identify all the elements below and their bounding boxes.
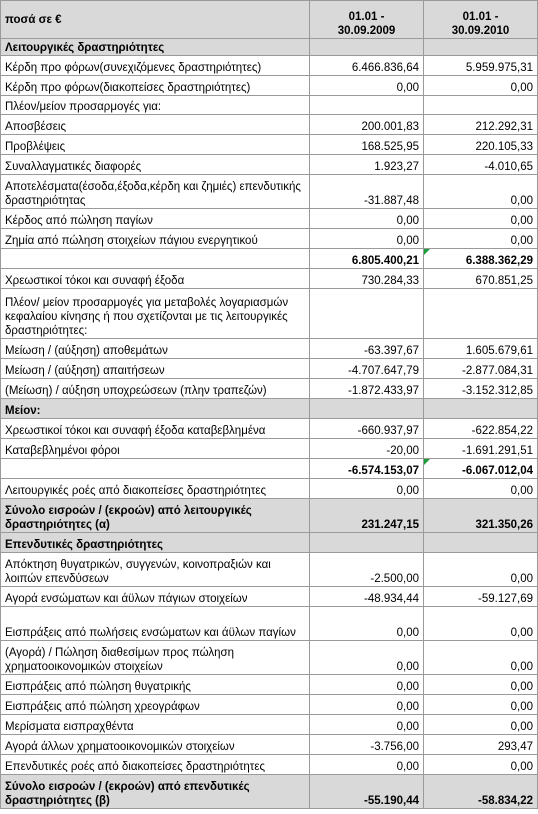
table-row bbox=[1, 115, 538, 135]
row-value-2010: 0,00 bbox=[424, 675, 538, 695]
row-value-2009: -4.707.647,79 bbox=[310, 359, 424, 379]
row-label: Συναλλαγματικές διαφορές bbox=[1, 155, 310, 175]
table-row bbox=[1, 399, 538, 419]
row-value-2010 bbox=[424, 399, 538, 419]
table-row bbox=[1, 339, 538, 359]
row-value-2009: 0,00 bbox=[310, 715, 424, 735]
row-label: Χρεωστικοί τόκοι και συναφή έξοδα bbox=[1, 269, 310, 289]
table-row bbox=[1, 553, 538, 587]
row-value-2010: 0,00 bbox=[424, 755, 538, 775]
table-row bbox=[1, 229, 538, 249]
row-label: (Μείωση) / αύξηση υποχρεώσεων (πλην τραπεζών) bbox=[1, 379, 310, 399]
row-value-2009: 0,00 bbox=[310, 479, 424, 499]
row-label: Μείωση / (αύξηση) αποθεμάτων bbox=[1, 339, 310, 359]
table-row bbox=[1, 359, 538, 379]
header-period-2010-line2: 30.09.2010 bbox=[451, 25, 510, 37]
table-row bbox=[1, 479, 538, 499]
table-row bbox=[1, 56, 538, 76]
table-row bbox=[1, 735, 538, 755]
row-label: Λειτουργικές ροές από διακοπείσες δραστηριότητες bbox=[1, 479, 310, 499]
header-period-2009-line2: 30.09.2009 bbox=[337, 25, 396, 37]
row-value-2010: -622.854,22 bbox=[424, 419, 538, 439]
row-label: Λειτουργικές δραστηριότητες bbox=[1, 39, 310, 56]
header-period-2009 bbox=[310, 1, 424, 39]
row-value-2009 bbox=[310, 289, 424, 339]
row-label: Κέρδη προ φόρων(διακοπείσες δραστηριότητες) bbox=[1, 76, 310, 96]
row-label: Αγορά ενσώματων και άϋλων πάγιων στοιχείων bbox=[1, 587, 310, 607]
row-value-2009 bbox=[310, 533, 424, 553]
table-row bbox=[1, 175, 538, 209]
row-value-2010: 0,00 bbox=[424, 76, 538, 96]
row-label: Επενδυτικές δραστηριότητες bbox=[1, 533, 310, 553]
row-value-2010: -58.834,22 bbox=[424, 775, 538, 809]
row-label: Απόκτηση θυγατρικών, συγγενών, κοινοπραξιών και λοιπών επενδύσεων bbox=[1, 553, 310, 587]
row-value-2009 bbox=[310, 39, 424, 56]
row-value-2010: 212.292,31 bbox=[424, 115, 538, 135]
table-row bbox=[1, 155, 538, 175]
row-value-2010: -4.010,65 bbox=[424, 155, 538, 175]
table-row bbox=[1, 587, 538, 607]
table-row bbox=[1, 533, 538, 553]
row-label: Κέρδη προ φόρων(συνεχιζόμενες δραστηριότητες) bbox=[1, 56, 310, 76]
row-label: Μείωση / (αύξηση) απαιτήσεων bbox=[1, 359, 310, 379]
row-value-2010: -3.152.312,85 bbox=[424, 379, 538, 399]
row-label: Επενδυτικές ροές από διακοπείσες δραστηριότητες bbox=[1, 755, 310, 775]
row-value-2009: -20,00 bbox=[310, 439, 424, 459]
row-value-2009: 6.805.400,21 bbox=[310, 249, 424, 269]
row-value-2009: -48.934,44 bbox=[310, 587, 424, 607]
row-value-2010: 0,00 bbox=[424, 695, 538, 715]
row-value-2010: -2.877.084,31 bbox=[424, 359, 538, 379]
table-row bbox=[1, 96, 538, 115]
row-label: Εισπράξεις από πώληση χρεογράφων bbox=[1, 695, 310, 715]
row-value-2010: 5.959.975,31 bbox=[424, 56, 538, 76]
row-label: (Αγορά) / Πώληση διαθεσίμων προς πώληση χρηματοοικονομικών στοιχείων bbox=[1, 641, 310, 675]
table-row bbox=[1, 209, 538, 229]
row-label: Πλέον/μείον προσαρμογές για: bbox=[1, 96, 310, 115]
table-row bbox=[1, 607, 538, 641]
row-label: Ζημία από πώληση στοιχείων πάγιου ενεργητικού bbox=[1, 229, 310, 249]
row-value-2009: 0,00 bbox=[310, 695, 424, 715]
table-row bbox=[1, 675, 538, 695]
row-value-2009: -6.574.153,07 bbox=[310, 459, 424, 479]
row-value-2009: -63.397,67 bbox=[310, 339, 424, 359]
row-value-2010: 1.605.679,61 bbox=[424, 339, 538, 359]
row-value-2009 bbox=[310, 96, 424, 115]
row-value-2009: -660.937,97 bbox=[310, 419, 424, 439]
row-value-2010: 6.388.362,29 bbox=[424, 249, 538, 269]
row-value-2010: 0,00 bbox=[424, 209, 538, 229]
table-row bbox=[1, 755, 538, 775]
table-row bbox=[1, 715, 538, 735]
row-value-2009: -31.887,48 bbox=[310, 175, 424, 209]
row-value-2009: 0,00 bbox=[310, 675, 424, 695]
row-label: Κέρδος από πώληση παγίων bbox=[1, 209, 310, 229]
row-value-2010: 0,00 bbox=[424, 175, 538, 209]
row-label bbox=[1, 249, 310, 269]
table-row bbox=[1, 641, 538, 675]
row-value-2010: -1.691.291,51 bbox=[424, 439, 538, 459]
row-value-2010: 0,00 bbox=[424, 641, 538, 675]
row-value-2009: -1.872.433,97 bbox=[310, 379, 424, 399]
row-label: Πλέον/ μείον προσαρμογές για μεταβολές λογαριασμών κεφαλαίου κίνησης ή που σχετίζονται με τις λειτουργικές δραστηριότητες: bbox=[1, 289, 310, 339]
table-row bbox=[1, 695, 538, 715]
row-value-2010: 321.350,26 bbox=[424, 499, 538, 533]
row-value-2009 bbox=[310, 399, 424, 419]
table-row bbox=[1, 135, 538, 155]
row-label: Εισπράξεις από πωλήσεις ενσώματων και άϋλων παγίων bbox=[1, 607, 310, 641]
row-label: Προβλέψεις bbox=[1, 135, 310, 155]
table-row bbox=[1, 775, 538, 809]
table-row bbox=[1, 459, 538, 479]
row-value-2009: -55.190,44 bbox=[310, 775, 424, 809]
row-label: Χρεωστικοί τόκοι και συναφή έξοδα καταβεβλημένα bbox=[1, 419, 310, 439]
row-label: Καταβεβλημένοι φόροι bbox=[1, 439, 310, 459]
row-label: Αγορά άλλων χρηματοοικονομικών στοιχείων bbox=[1, 735, 310, 755]
row-value-2009: 168.525,95 bbox=[310, 135, 424, 155]
table-row bbox=[1, 249, 538, 269]
row-value-2009: 0,00 bbox=[310, 209, 424, 229]
row-value-2009: 1.923,27 bbox=[310, 155, 424, 175]
row-value-2009: 0,00 bbox=[310, 755, 424, 775]
row-value-2009: -2.500,00 bbox=[310, 553, 424, 587]
row-value-2010: -59.127,69 bbox=[424, 587, 538, 607]
row-value-2009: 231.247,15 bbox=[310, 499, 424, 533]
table-row bbox=[1, 269, 538, 289]
row-value-2009: 0,00 bbox=[310, 229, 424, 249]
row-value-2009: 730.284,33 bbox=[310, 269, 424, 289]
table-row bbox=[1, 289, 538, 339]
row-value-2010: 670.851,25 bbox=[424, 269, 538, 289]
row-label bbox=[1, 459, 310, 479]
row-value-2010: 0,00 bbox=[424, 715, 538, 735]
row-value-2010 bbox=[424, 39, 538, 56]
row-value-2010: 0,00 bbox=[424, 553, 538, 587]
row-value-2010 bbox=[424, 289, 538, 339]
row-value-2009: -3.756,00 bbox=[310, 735, 424, 755]
table-row bbox=[1, 379, 538, 399]
table-row bbox=[1, 439, 538, 459]
row-label: Εισπράξεις από πώληση θυγατρικής bbox=[1, 675, 310, 695]
row-value-2010: 0,00 bbox=[424, 229, 538, 249]
row-label: Σύνολο εισροών / (εκροών) από επενδυτικές δραστηριότητες (β) bbox=[1, 775, 310, 809]
table-row bbox=[1, 39, 538, 56]
table-row bbox=[1, 76, 538, 96]
row-value-2010: 220.105,33 bbox=[424, 135, 538, 155]
row-value-2010: 0,00 bbox=[424, 607, 538, 641]
row-label: Μείον: bbox=[1, 399, 310, 419]
row-value-2010: 293,47 bbox=[424, 735, 538, 755]
table-row bbox=[1, 499, 538, 533]
row-value-2009: 6.466.836,64 bbox=[310, 56, 424, 76]
row-label: Σύνολο εισροών / (εκροών) από λειτουργικές δραστηριότητες (α) bbox=[1, 499, 310, 533]
row-value-2009: 0,00 bbox=[310, 76, 424, 96]
table-row bbox=[1, 419, 538, 439]
row-value-2010 bbox=[424, 96, 538, 115]
header-period-2009-line1: 01.01 - bbox=[348, 11, 385, 23]
row-value-2010 bbox=[424, 533, 538, 553]
row-value-2009: 200.001,83 bbox=[310, 115, 424, 135]
row-value-2009: 0,00 bbox=[310, 641, 424, 675]
row-label: Αποσβέσεις bbox=[1, 115, 310, 135]
header-row bbox=[1, 1, 538, 39]
row-value-2010: -6.067.012,04 bbox=[424, 459, 538, 479]
header-period-2010-line1: 01.01 - bbox=[462, 11, 499, 23]
row-label: Μερίσματα εισπραχθέντα bbox=[1, 715, 310, 735]
header-label: ποσά σε € bbox=[1, 1, 310, 39]
row-value-2009: 0,00 bbox=[310, 607, 424, 641]
row-value-2010: 0,00 bbox=[424, 479, 538, 499]
header-period-2010 bbox=[424, 1, 538, 39]
row-label: Αποτελέσματα(έσοδα,έξοδα,κέρδη και ζημιές) επενδυτικής δραστηριότητας bbox=[1, 175, 310, 209]
